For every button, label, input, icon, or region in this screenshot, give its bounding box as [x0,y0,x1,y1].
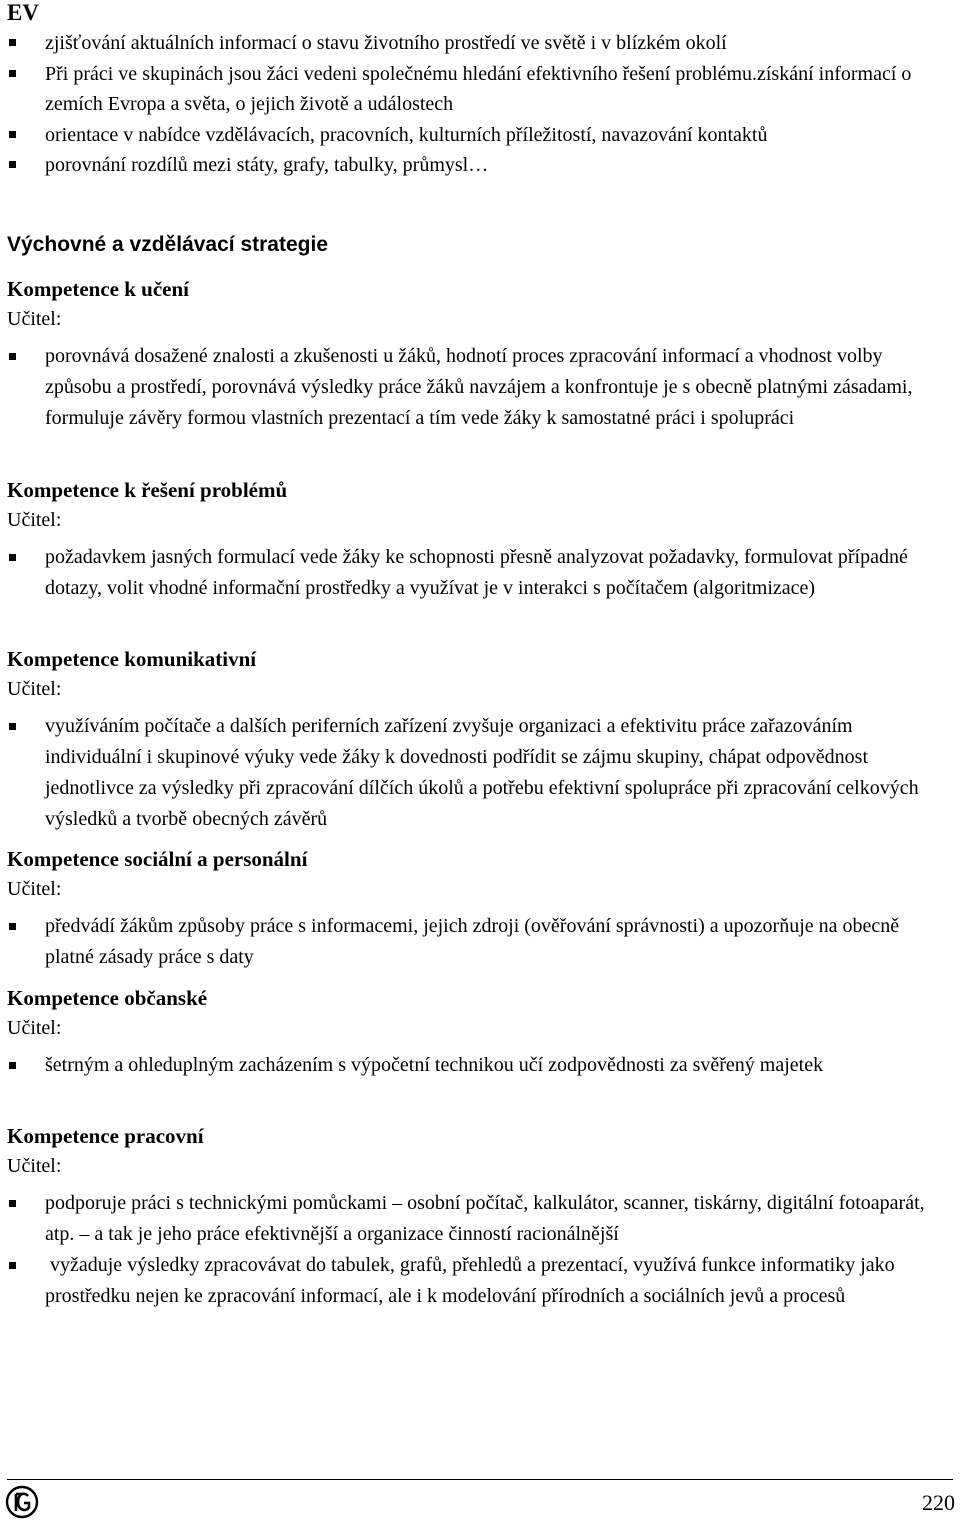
competence-list [0,341,952,434]
teacher-label: Učitel: [7,1155,62,1177]
competence-title: Kompetence komunikativní [7,647,257,671]
competence-section-civic [0,983,960,1081]
list-item: podporuje práci s technickými pomůckami – osobní počítač, kalkulátor, scanner, tiskárny, digitální fotoaparát, atp. – a tak je jeho práce efektivnější a organizace činností racionálnější [0,1188,952,1250]
strategy-heading: Výchovné a vzdělávací strategie [7,233,328,256]
list-item: Při práci ve skupinách jsou žáci vedeni společnému hledání efektivního řešení problému.získání informací o zemích Evropa a světa, o jejich životě a událostech [0,59,945,120]
competence-section-problem-solving [0,475,960,604]
list-item: zjišťování aktuálních informací o stavu životního prostředí ve světě i v blízkém okolí [0,28,945,59]
competence-list [0,911,952,973]
teacher-label: Učitel: [7,1017,62,1039]
list-item: vyžaduje výsledky zpracovávat do tabulek, grafů, přehledů a prezentací, využívá funkce informatiky jako prostředku nejen ke zpracování informací, ale i k modelování přírodních a sociálních jevů a procesů [0,1250,952,1312]
competence-title: Kompetence občanské [7,986,208,1010]
teacher-label: Učitel: [7,678,62,700]
competence-list [0,542,952,604]
competence-title: Kompetence pracovní [7,1124,204,1148]
competence-section-social [0,844,960,973]
footer-divider [7,1479,953,1480]
competence-title: Kompetence k učení [7,277,189,301]
list-item: orientace v nabídce vzdělávacích, pracovních, kulturních příležitostí, navazování kontaktů [0,120,945,151]
list-item: využíváním počítače a dalších periferních zařízení zvyšuje organizaci a efektivitu práce zařazováním individuální i skupinové výuky vede žáky k dovednosti podřídit se zájmu skupiny, chápat odpovědnost jednotlivce za výsledky při zpracování dílčích úkolů a potřebu efektivní spolupráce při zpracování celkových výsledků a tvorbě obecných závěrů [0,711,952,835]
competence-list [0,711,952,835]
teacher-label: Učitel: [7,878,62,900]
competence-section-learning [0,274,960,434]
competence-title: Kompetence sociální a personální [7,847,308,871]
top-bullet-list [0,28,945,181]
teacher-label: Učitel: [7,509,62,531]
list-item: požadavkem jasných formulací vede žáky ke schopnosti přesně analyzovat požadavky, formulovat případné dotazy, volit vhodné informační prostředky a využívat je v interakci s počítačem (algoritmizace) [0,542,952,604]
competence-section-work [0,1121,960,1312]
teacher-label: Učitel: [7,308,62,330]
school-logo-icon [5,1485,39,1519]
list-item: šetrným a ohleduplným zacházením s výpočetní technikou učí zodpovědnosti za svěřený majetek [0,1050,952,1081]
competence-section-communication [0,644,960,835]
list-item: porovnání rozdílů mezi státy, grafy, tabulky, průmysl… [0,150,945,181]
competence-list [0,1050,952,1081]
competence-list [0,1188,952,1312]
page-number: 220 [922,1490,955,1515]
list-item: předvádí žákům způsoby práce s informacemi, jejich zdroji (ověřování správnosti) a upozorňuje na obecně platné zásady práce s daty [0,911,952,973]
competence-title: Kompetence k řešení problémů [7,478,288,502]
list-item: porovnává dosažené znalosti a zkušenosti u žáků, hodnotí proces zpracování informací a vhodnost volby způsobu a prostředí, porovnává výsledky práce žáků navzájem a konfrontuje je s obecně platnými zásadami, formuluje závěry formou vlastních prezentací a tím vede žáky k samostatné práci i spolupráci [0,341,952,434]
page-footer [0,1479,960,1521]
section-code: EV [7,0,39,25]
